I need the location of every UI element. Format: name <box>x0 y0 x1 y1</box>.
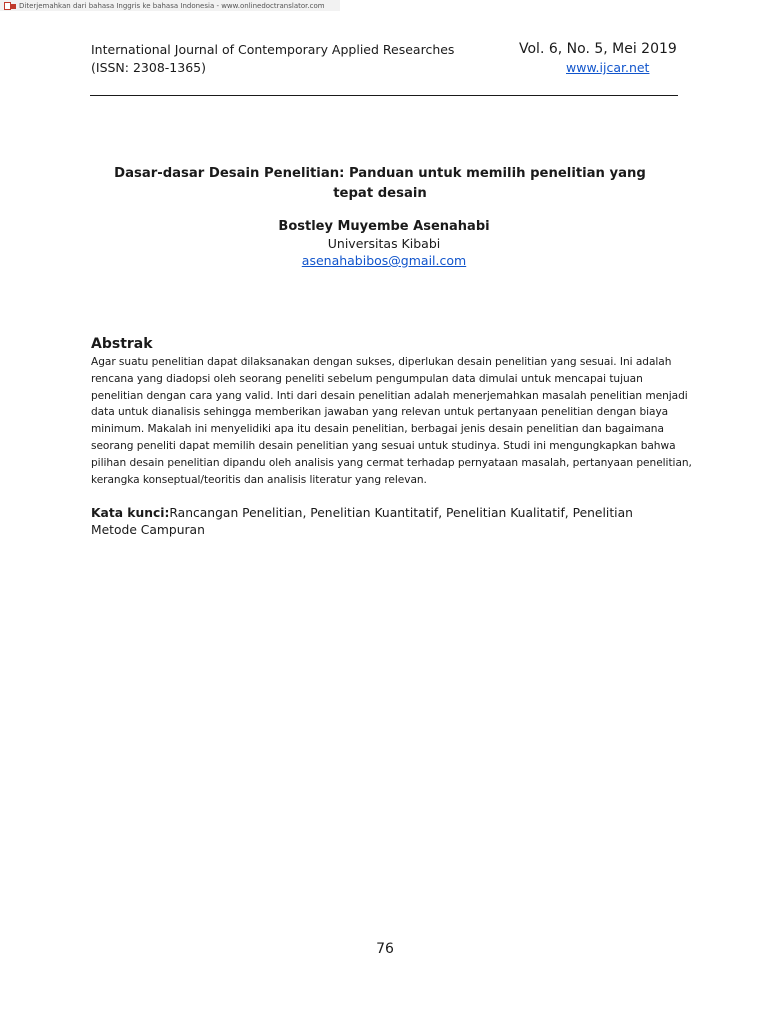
abstract-line: seorang peneliti dapat memilih desain penelitian yang sesuai untuk studinya. Studi ini mengungkapkan bahwa <box>91 439 676 452</box>
header-divider <box>90 95 678 96</box>
abstract-line: data untuk dianalisis sehingga memberikan jawaban yang relevan untuk pertanyaan penelitian dengan biaya <box>91 406 669 419</box>
keywords <box>91 505 681 538</box>
abstract-line: Agar suatu penelitian dapat dilaksanakan dengan sukses, diperlukan desain penelitian yang sesuai. Ini adalah <box>91 356 672 368</box>
journal-issn: (ISSN: 2308-1365) <box>91 60 206 75</box>
abstract-heading: Abstrak <box>91 336 153 352</box>
author-email-link[interactable]: asenahabibos@gmail.com <box>301 253 467 268</box>
author-affiliation: Universitas Kibabi <box>327 236 441 251</box>
translation-banner-text: Diterjemahkan dari bahasa Inggris ke bahasa Indonesia - www.onlinedoctranslator.com <box>19 1 325 10</box>
abstract-line: pilihan desain penelitian dipandu oleh analisis yang cermat terhadap pernyataan masalah, pertanyaan penelitian, <box>91 456 692 469</box>
abstract-line: rencana yang diadopsi oleh seorang peneliti sebelum pengumpulan data dimulai untuk mencapai tujuan <box>91 372 643 385</box>
keywords-text: Rancangan Penelitian, Penelitian Kuantitatif, Penelitian Kualitatif, Penelitian Metode Campuran <box>91 506 633 537</box>
journal-volume: Vol. 6, No. 5, Mei 2019 <box>519 41 677 57</box>
abstract-line: penelitian dengan cara yang valid. Inti dari desain penelitian adalah menerjemahkan masalah penelitian menjadi <box>91 389 688 402</box>
article-title: Dasar-dasar Desain Penelitian: Panduan untuk memilih penelitian yang tepat desain <box>114 166 646 201</box>
abstract-line: minimum. Makalah ini menyelidiki apa itu desain penelitian, berbagai jenis desain penelitian dan bagaimana <box>91 423 664 436</box>
translator-icon <box>4 2 16 10</box>
journal-name: International Journal of Contemporary Applied Researches <box>91 42 455 57</box>
abstract-line: kerangka konseptual/teoritis dan analisis literatur yang relevan. <box>91 473 427 486</box>
page-number: 76 <box>376 941 394 957</box>
author-email <box>0 253 768 268</box>
abstract-body <box>91 354 692 488</box>
journal-website-link[interactable]: www.ijcar.net <box>566 60 650 75</box>
author-name: Bostley Muyembe Asenahabi <box>278 219 490 234</box>
keywords-label: Kata kunci: <box>91 506 170 520</box>
translation-banner[interactable] <box>0 0 340 11</box>
